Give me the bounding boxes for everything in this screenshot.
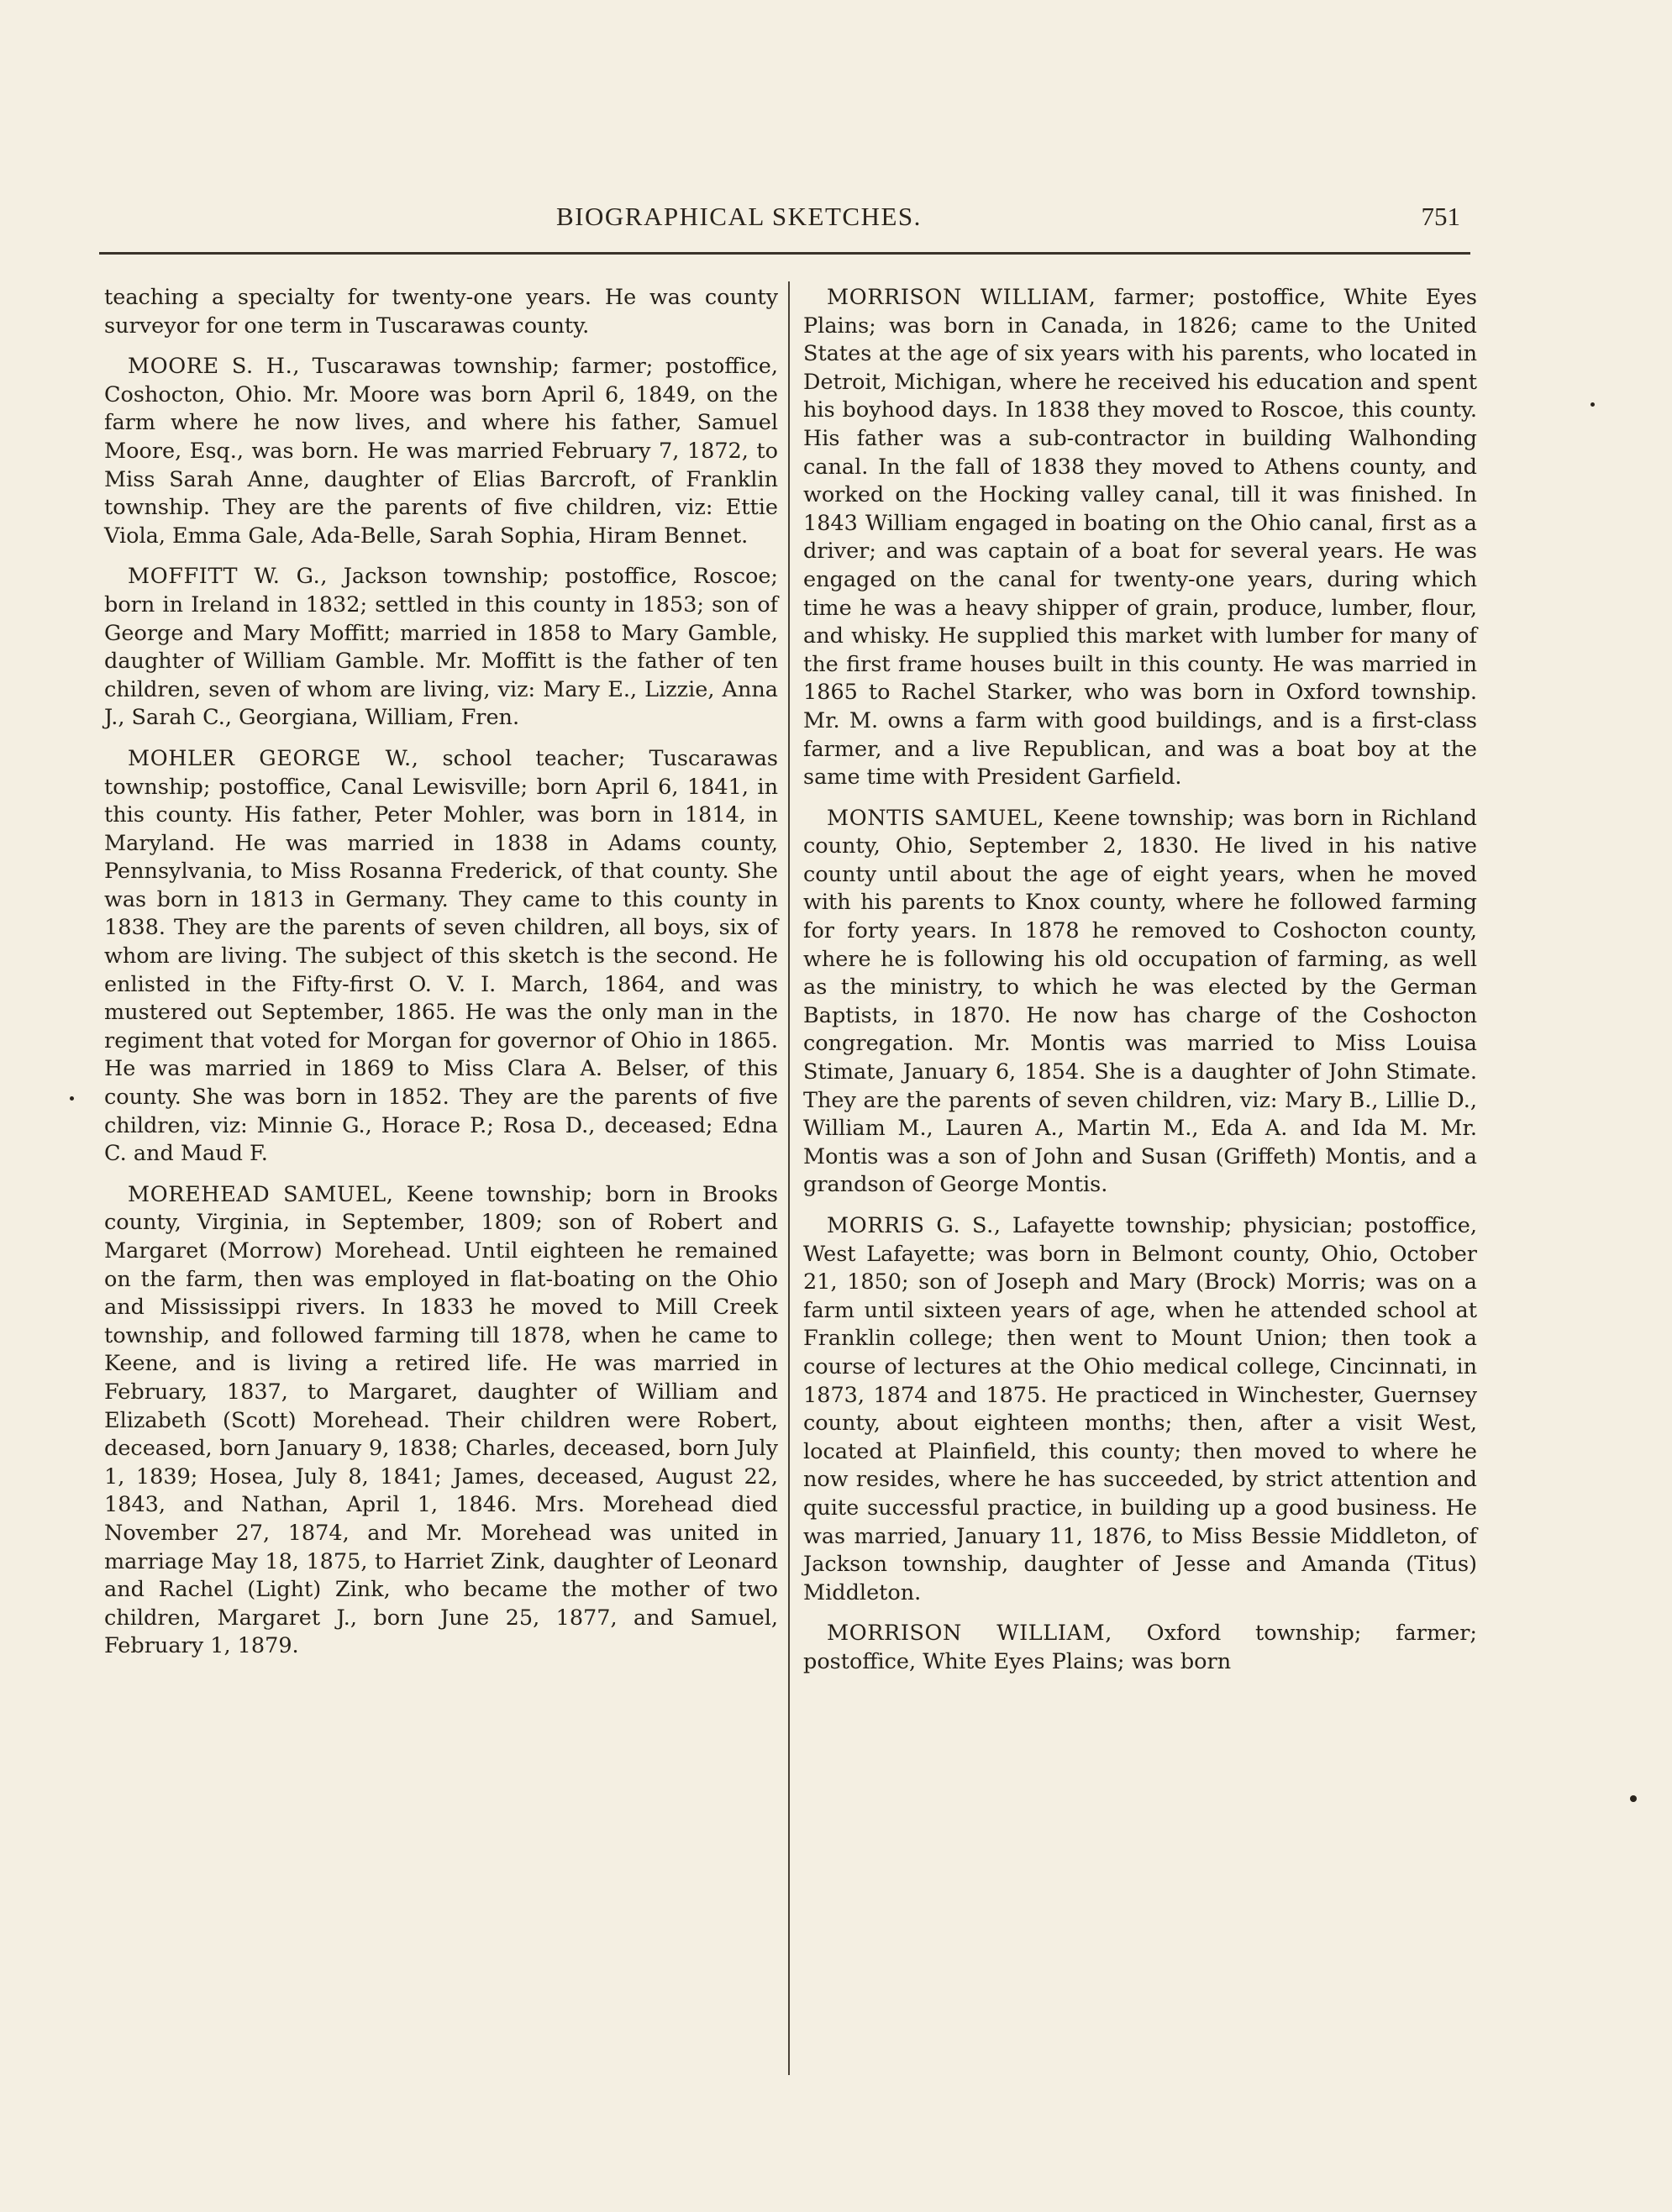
entry-morris-g-s (803, 1212, 1477, 1607)
ink-speck (1591, 402, 1595, 407)
entry-heading: MOHLER GEORGE W., (128, 745, 419, 771)
entry-continuation (104, 284, 778, 340)
entry-text: Tuscarawas township; farmer; postoffice, Coshocton, Ohio. Mr. Moore was born April 6, 1849, on the farm where he now lives, and where his father, Samuel Moore, Esq., was born. He was married February 7, 1872, to Miss Sarah Anne, daughter of Elias Barcroft, of Franklin township. They are the parents of five children, viz: Ettie Viola, Emma Gale, Ada-Belle, Sarah Sophia, Hiram Bennet. (104, 354, 778, 549)
ink-speck (70, 1096, 74, 1101)
page-number: 751 (1421, 202, 1460, 231)
right-column (803, 284, 1477, 1689)
entry-morehead-samuel (104, 1181, 778, 1661)
running-title: BIOGRAPHICAL SKETCHES. (556, 202, 922, 231)
entry-text: school teacher; Tuscarawas township; postoffice, Canal Lewisville; born April 6, 1841, in this county. His father, Peter Mohler, was born in 1814, in Maryland. He was married in 1838 in Adams county, Pennsylvania, to Miss Rosanna Frederick, of that county. She was born in 1813 in Germany. They came to this county in 1838. They are the parents of seven children, all boys, six of whom are living. The subject of this sketch is the second. He enlisted in the Fifty-first O. V. I. March, 1864, and was mustered out September, 1865. He was the only man in the regiment that voted for Morgan for governor of Ohio in 1865. He was married in 1869 to Miss Clara A. Belser, of this county. She was born in 1852. They are the parents of five children, viz: Minnie G., Horace P.; Rosa D., deceased; Edna C. and Maud F. (104, 745, 778, 1167)
running-header (99, 202, 1469, 245)
entry-text: Jackson township; postoffice, Roscoe; born in Ireland in 1832; settled in this county in 1853; son of George and Mary Moffitt; married in 1858 to Mary Gamble, daughter of William Gamble. Mr. Moffitt is the father of ten children, seven of whom are living, viz: Mary E., Lizzie, Anna J., Sarah C., Georgiana, William, Fren. (104, 564, 779, 731)
entry-text: Keene township; born in Brooks county, Virginia, in September, 1809; son of Robert and Margaret (Morrow) Morehead. Until eighteen he remained on the farm, then was employed in flat-boating on the Ohio and Mississippi rivers. In 1833 he moved to Mill Creek township, and followed farming till 1878, when he came to Keene, and is living a retired life. He was married in February, 1837, to Margaret, daughter of William and Elizabeth (Scott) Morehead. Their children were Robert, deceased, born January 9, 1838; Charles, deceased, born July 1, 1839; Hosea, July 8, 1841; James, deceased, August 22, 1843, and Nathan, April 1, 1846. Mrs. Morehead died November 27, 1874, and Mr. Morehead was united in marriage May 18, 1875, to Harriet Zink, daughter of Leonard and Rachel (Light) Zink, who became the mother of two children, Margaret J., born June 25, 1877, and Samuel, February 1, 1879. (104, 1181, 779, 1659)
entry-morrison-william-1 (803, 284, 1477, 792)
entry-text: farmer; postoffice, White Eyes Plains; was born in Canada, in 1826; came to the United States at the age of six years with his parents, who located in Detroit, Michigan, where he received his education and spent his boyhood days. In 1838 they moved to Roscoe, this county. His father was a sub-contractor in building Walhonding canal. In the fall of 1838 they moved to Athens county, and worked on the Hocking valley canal, till it was finished. In 1843 William engaged in boating on the Ohio canal, first as a driver; and was captain of a boat for several years. He was engaged on the canal for twenty-one years, during which time he was a heavy shipper of grain, produce, lumber, flour, and whisky. He supplied this market with lumber for many of the first frame houses built in this county. He was married in 1865 to Rachel Starker, who was born in Oxford township. Mr. M. owns a farm with good buildings, and is a first-class farmer, and a live Republican, and was a boat boy at the same time with President Garfield. (803, 285, 1478, 791)
entry-montis-samuel (803, 805, 1477, 1200)
column-divider (788, 281, 790, 2075)
entry-heading: MOORE S. H., (128, 354, 301, 380)
entry-text: Lafayette township; physician; postoffice, West Lafayette; was born in Belmont county, Ohio, October 21, 1850; son of Joseph and Mary (Brock) Morris; was on a farm until sixteen years of age, when he attended school at Franklin college; then went to Mount Union; then took a course of lectures at the Ohio medical college, Cincinnati, in 1873, 1874 and 1875. He practiced in Winchester, Guernsey county, about eighteen months; then, after a visit West, located at Plainfield, this county; then moved to where he now resides, where he has succeeded, by strict attention and quite successful practice, in building up a good business. He was married, January 11, 1876, to Miss Bessie Middleton, of Jackson township, daughter of Jesse and Amanda (Titus) Middleton. (803, 1213, 1477, 1605)
entry-moore-s-h (104, 353, 778, 550)
entry-text: Oxford township; farmer; postoffice, White Eyes Plains; was born (803, 1621, 1477, 1674)
entry-text: teaching a specialty for twenty-one years. He was county surveyor for one term in Tuscarawas county. (104, 285, 778, 339)
entry-text: Keene township; was born in Richland county, Ohio, September 2, 1830. He lived in his native county until about the age of eight years, when he moved with his parents to Knox county, where he followed farming for forty years. In 1878 he removed to Coshocton county, where he is following his old occupation of farming, as well as the ministry, to which he was elected by the German Baptists, in 1870. He now has charge of the Coshocton congregation. Mr. Montis was married to Miss Louisa Stimate, January 6, 1854. She is a daughter of John Stimate. They are the parents of seven children, viz: Mary B., Lillie D., William M., Lauren A., Martin M., Eda A. and Ida M. Mr. Montis was a son of John and Susan (Griffeth) Montis, and a grandson of George Montis. (803, 805, 1477, 1198)
entry-heading: MORRISON WILLIAM, (827, 1621, 1112, 1647)
left-column (104, 284, 778, 1673)
entry-morrison-william-2 (803, 1620, 1477, 1676)
entry-heading: MOREHEAD SAMUEL, (128, 1181, 394, 1207)
ink-speck (1630, 1795, 1637, 1802)
entry-heading: MONTIS SAMUEL, (827, 805, 1045, 831)
entry-moffitt-w-g (104, 563, 778, 733)
entry-heading: MOFFITT W. G., (128, 564, 329, 590)
entry-mohler-george-w (104, 745, 778, 1169)
entry-heading: MORRISON WILLIAM, (827, 285, 1096, 310)
entry-heading: MORRIS G. S., (827, 1213, 1002, 1238)
header-rule (99, 252, 1470, 255)
